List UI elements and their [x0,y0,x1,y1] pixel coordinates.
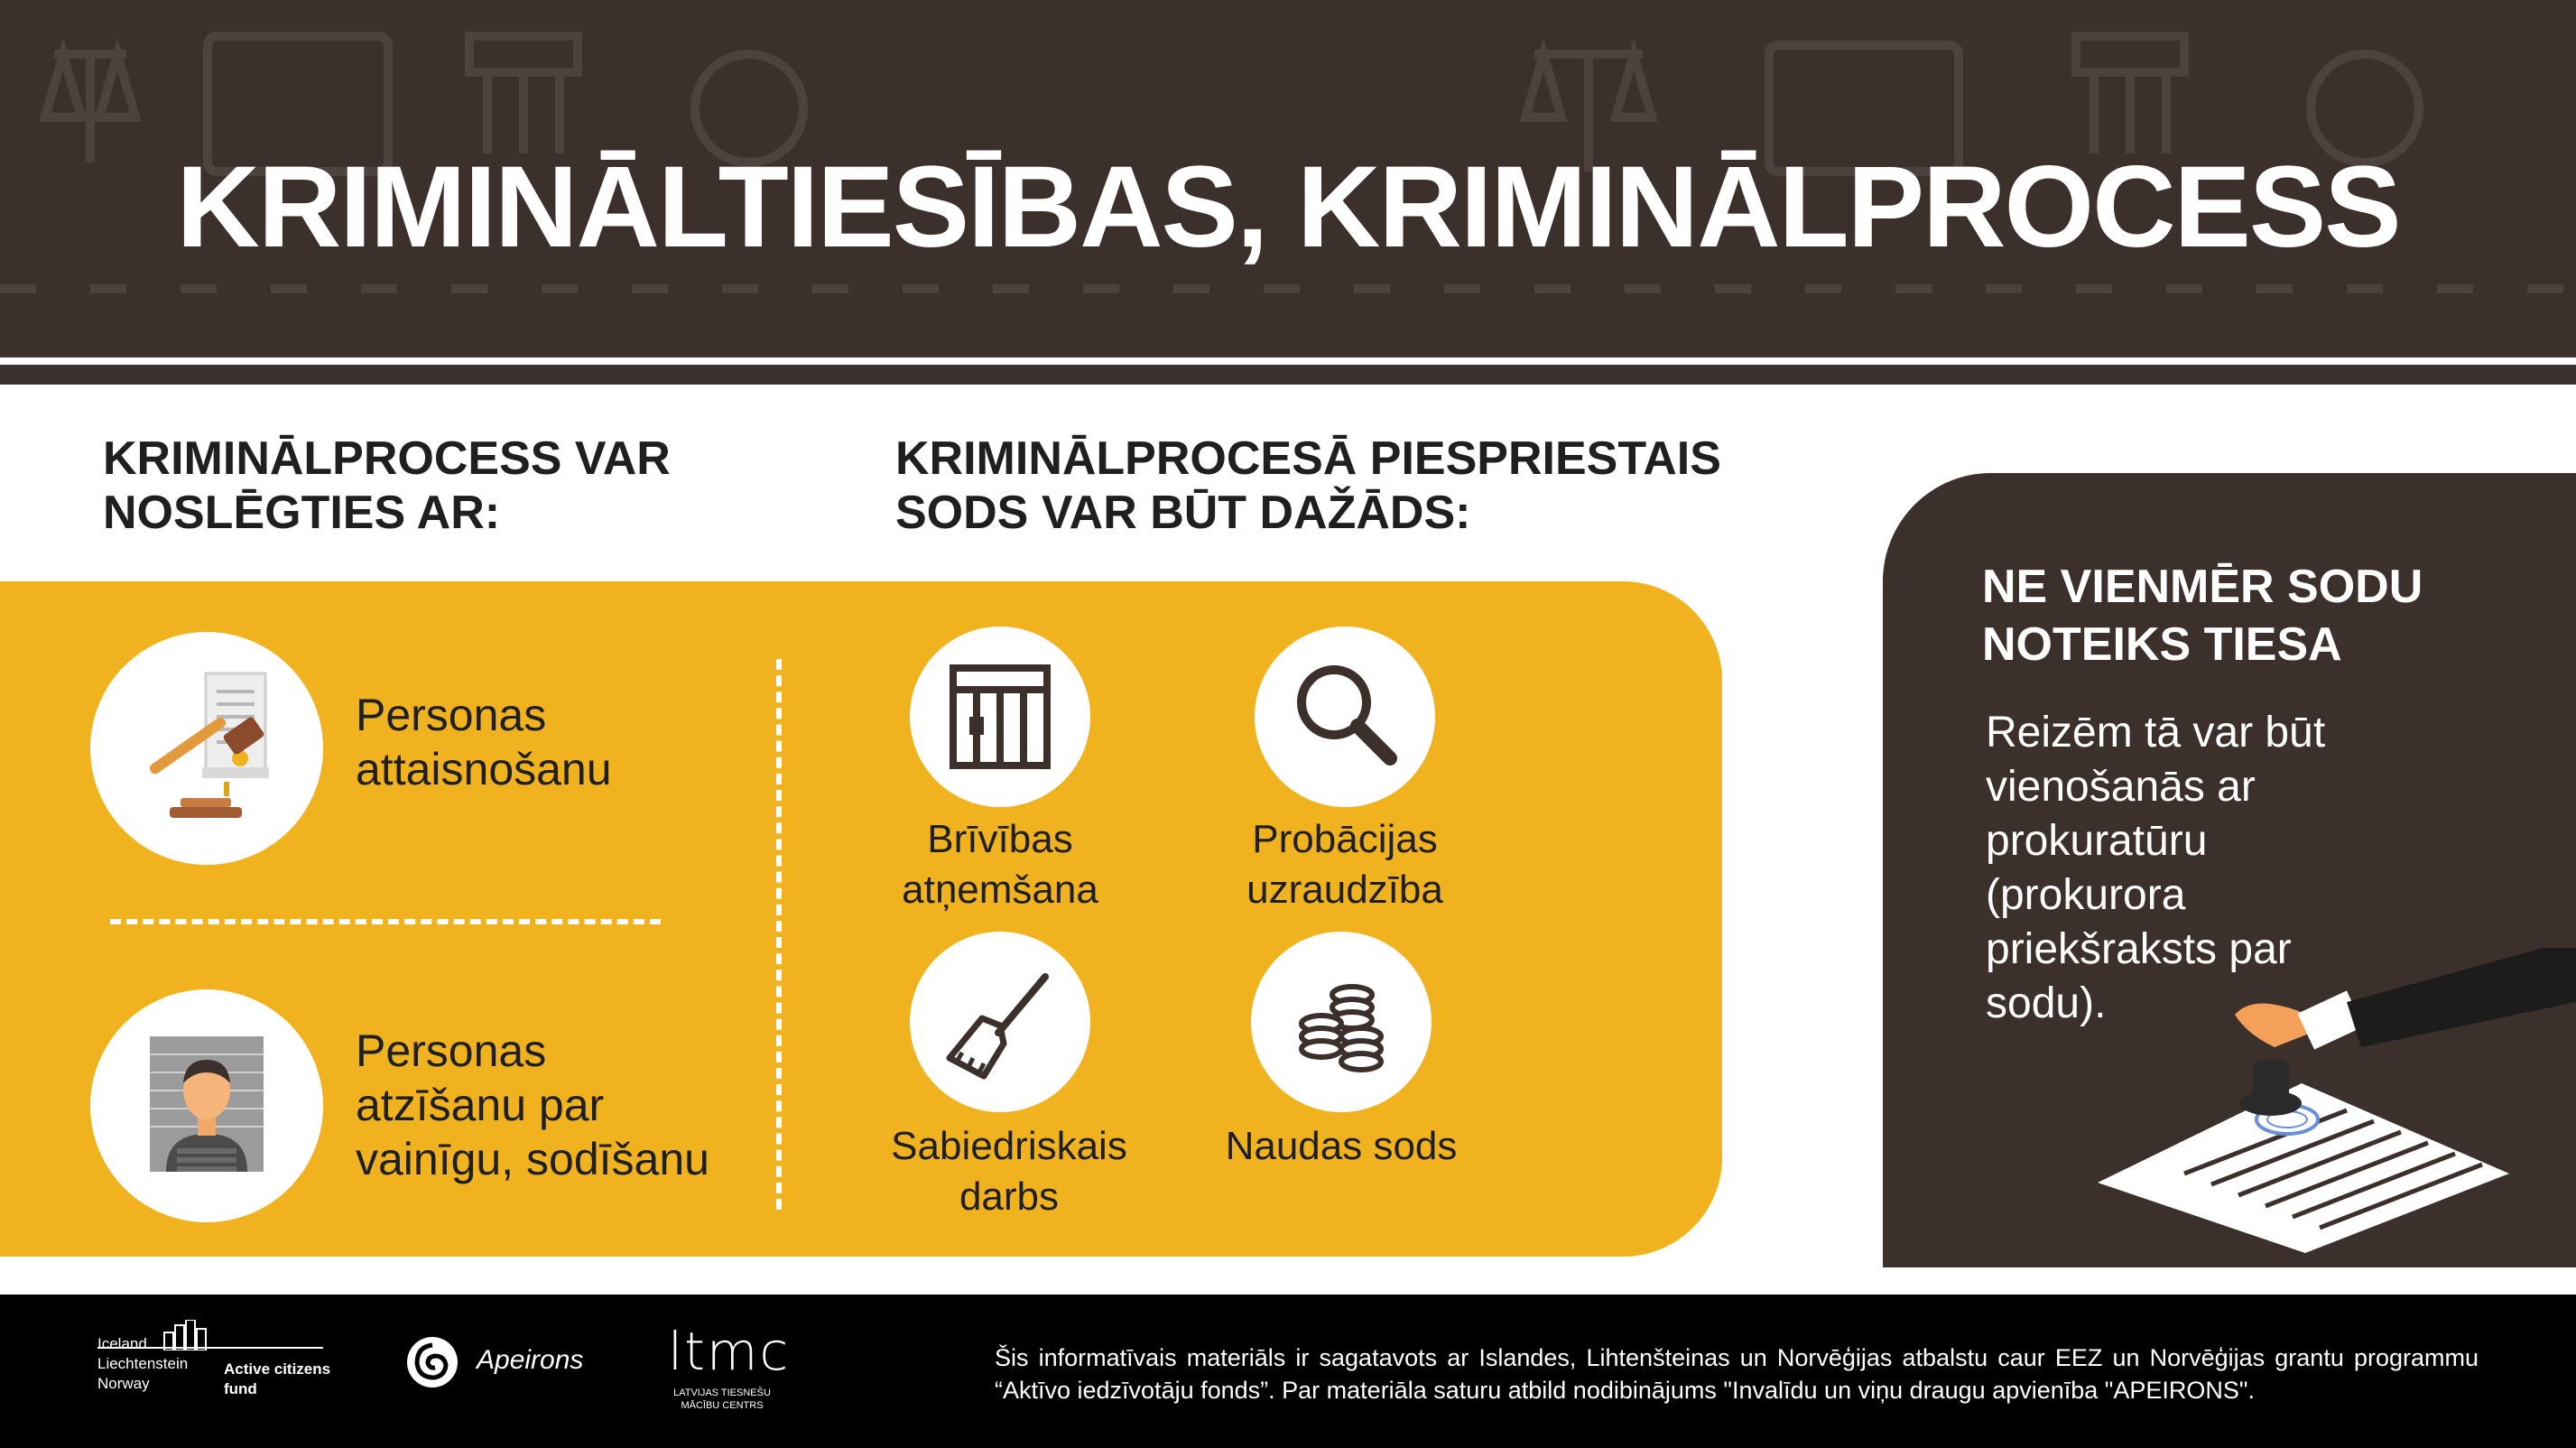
magnifier-icon [1255,627,1435,807]
penalties-heading: KRIMINĀLPROCESĀ PIESPRIESTAIS SODS VAR BŪT DAŽĀDS: [895,432,1721,539]
divider [0,357,2576,365]
penalty-circle [1251,932,1432,1112]
penalty-label: Brīvības atņemšana [902,817,1098,912]
prison-bars-icon [910,627,1090,807]
ltmc-logo-name: LATVIJAS TIESNEŠU MĀCĪBU CENTRS [673,1388,771,1411]
apeirons-logo-icon [404,1334,460,1390]
outcomes-heading: KRIMINĀLPROCESS VAR NOSLĒGTIES AR: [103,432,671,539]
header-banner [0,0,2576,357]
side-panel-heading: NE VIENMĒR SODU NOTEIKS TIESA [1982,561,2423,671]
penalty-circle [910,932,1090,1112]
coins-icon [1251,932,1432,1112]
side-panel-text: Reizēm tā var būt vienošanās ar prokuratūru (prokurora priekšraksts par sodu). [1986,709,2326,1027]
mugshot-icon [90,989,323,1222]
page-title: KRIMINĀLTIESĪBAS, KRIMINĀLPROCESS [176,143,2400,272]
divider [0,365,2576,385]
outcome-circle [90,989,323,1222]
active-citizens-fund-logo: Active citizens fund [224,1360,331,1397]
eea-countries-logo: Iceland Liechtenstein Norway [97,1335,189,1392]
hand-stamp-document-icon [2076,948,2576,1255]
penalty-label: Sabiedriskais darbs [891,1124,1127,1219]
outcome-label: Personas attaisnošanu [356,690,612,794]
penalty-label: Probācijas uzraudzība [1246,817,1443,912]
broom-icon [910,932,1090,1112]
outcome-circle [90,632,323,865]
apeirons-logo: Apeirons [477,1345,584,1375]
footer-disclaimer: Šis informatīvais materiāls ir sagatavots ar Islandes, Lihtenšteinas un Norvēģijas atbalstu caur EEZ un Norvēģijas grantu programmu “Aktīvo iedzīvotāju fonds”. Par materiāla saturu atbild nodibinājums "Invalīdu un viņu draugu apvienība "APEIRONS". [995,1344,2479,1404]
divider [776,659,782,1210]
gavel-document-icon [90,632,323,865]
penalty-circle [910,627,1090,807]
divider [110,919,661,924]
outcome-label: Personas atzīšanu par vainīgu, sodīšanu [356,1026,709,1184]
penalty-circle [1255,627,1435,807]
penalty-label: Naudas sods [1225,1124,1458,1168]
ltmc-logo: ltmc [668,1321,791,1382]
